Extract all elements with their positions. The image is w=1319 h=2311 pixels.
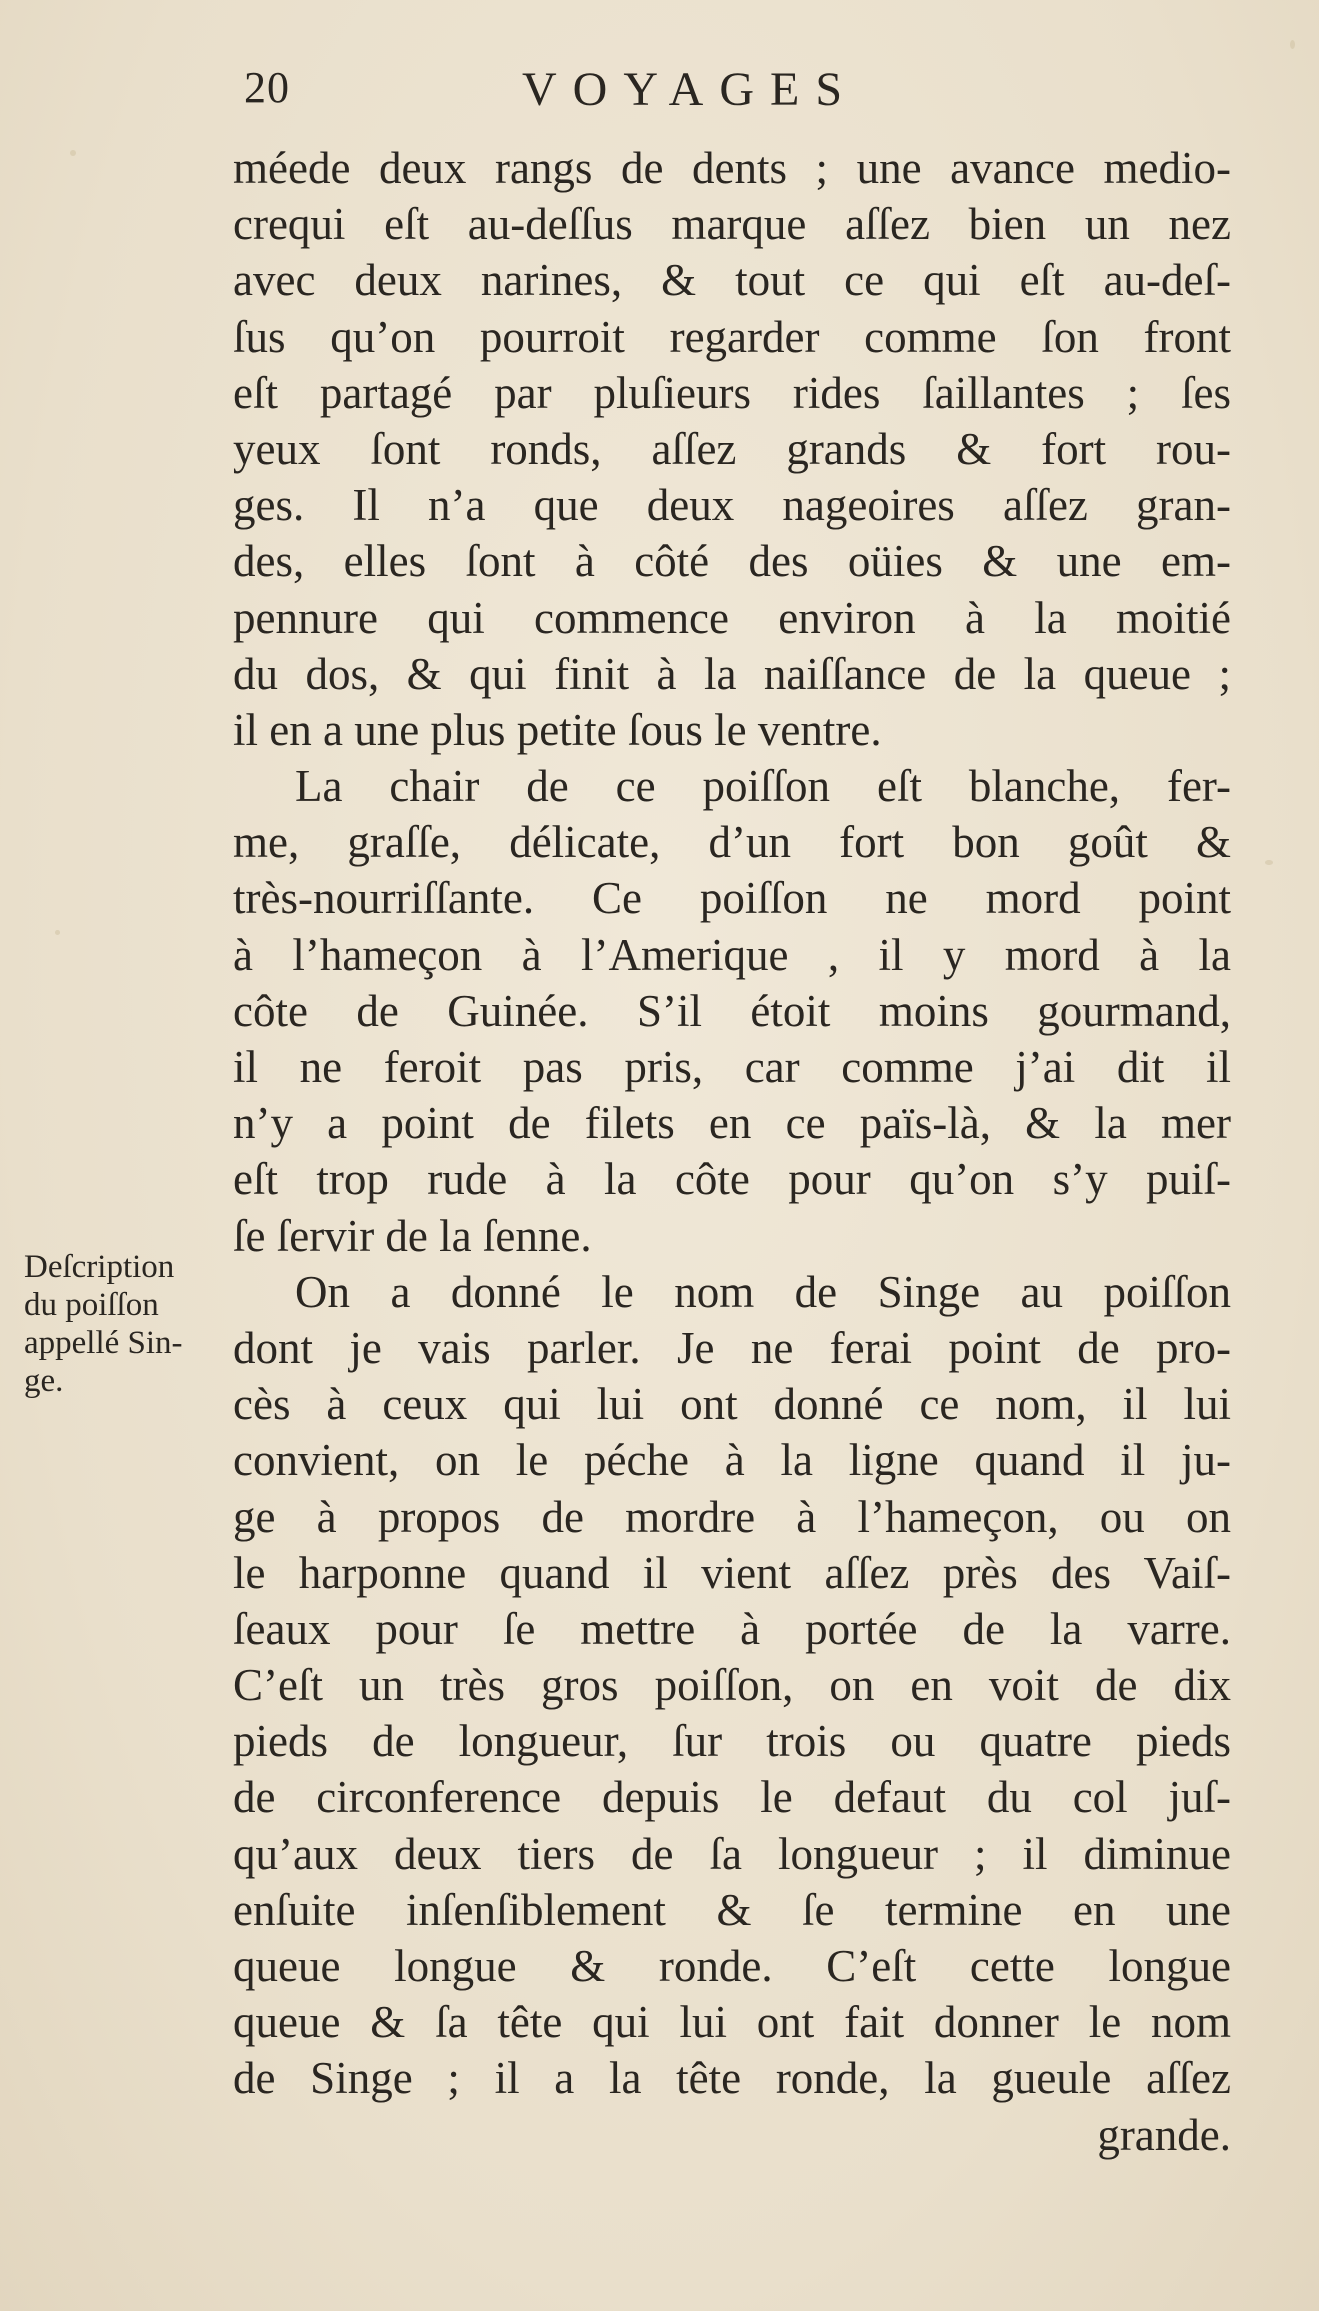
body-text <box>233 140 1231 2163</box>
text-line: avec deux narines, & tout ce qui eſt au-deſ- <box>233 255 1231 306</box>
text-line: le harponne quand il vient aſſez près des Vaiſ- <box>233 1547 1231 1598</box>
text-line: me, graſſe, délicate, d’un fort bon goût & <box>233 817 1231 868</box>
running-head: VOYAGES <box>522 63 859 116</box>
text-line: qu’aux deux tiers de ſa longueur ; il diminue <box>233 1828 1231 1879</box>
marginal-note-line: Deſcription <box>24 1249 175 1285</box>
text-line: convient, on le péche à la ligne quand il ju- <box>233 1435 1231 1486</box>
page-header <box>240 62 1000 122</box>
text-line: pieds de longueur, ſur trois ou quatre pieds <box>233 1716 1231 1767</box>
text-line: yeux ſont ronds, aſſez grands & fort rou- <box>233 423 1231 474</box>
catchword: grande. <box>1097 2109 1231 2160</box>
text-line: eſt trop rude à la côte pour qu’on s’y puiſ- <box>233 1154 1231 1205</box>
text-line: à l’hameçon à l’Amerique , il y mord à la <box>233 929 1231 980</box>
text-line: très-nourriſſante. Ce poiſſon ne mord point <box>233 873 1231 924</box>
marginal-note-line: ge. <box>24 1363 64 1399</box>
paper-speck <box>1290 40 1295 49</box>
text-line: La chair de ce poiſſon eſt blanche, fer- <box>295 761 1231 812</box>
text-line: queue & ſa tête qui lui ont fait donner le nom <box>233 1997 1231 2048</box>
text-line: n’y a point de filets en ce païs-là, & la mer <box>233 1098 1231 1149</box>
text-line: il en a une plus petite ſous le ventre. <box>233 704 882 755</box>
marginal-note-line: du poiſſon <box>24 1287 159 1323</box>
text-line: dont je vais parler. Je ne ferai point de pro- <box>233 1322 1231 1373</box>
text-line: ſe ſervir de la ſenne. <box>233 1210 592 1261</box>
text-line: ge à propos de mordre à l’hameçon, ou on <box>233 1491 1231 1542</box>
text-line: de Singe ; il a la tête ronde, la gueule aſſez <box>233 2053 1231 2104</box>
text-line: des, elles ſont à côté des oüies & une em- <box>233 536 1231 587</box>
paper-speck <box>1265 860 1273 865</box>
text-line: On a donné le nom de Singe au poiſſon <box>295 1266 1231 1317</box>
text-line: côte de Guinée. S’il étoit moins gourmand, <box>233 985 1231 1036</box>
text-line: ſus qu’on pourroit regarder comme ſon front <box>233 311 1231 362</box>
text-line: ges. Il n’a que deux nageoires aſſez gran- <box>233 480 1231 531</box>
text-line: crequi eſt au-deſſus marque aſſez bien un nez <box>233 199 1231 250</box>
paragraph-singe <box>233 1264 1231 2107</box>
paragraph-continuation <box>233 140 1231 758</box>
text-line: méede deux rangs de dents ; une avance medio- <box>233 143 1231 193</box>
text-line: queue longue & ronde. C’eſt cette longue <box>233 1941 1231 1991</box>
marginal-note <box>24 1248 234 1400</box>
text-line: du dos, & qui finit à la naiſſance de la queue ; <box>233 648 1231 699</box>
text-line: pennure qui commence environ à la moitié <box>233 592 1231 643</box>
marginal-note-line: appellé Sin- <box>24 1325 183 1361</box>
text-line: ſeaux pour ſe mettre à portée de la varre. <box>233 1603 1231 1654</box>
text-line: de circonference depuis le defaut du col juſ- <box>233 1772 1231 1823</box>
paper-speck <box>70 150 76 156</box>
paper-speck <box>55 930 60 935</box>
text-line: enſuite inſenſiblement & ſe termine en une <box>233 1884 1231 1935</box>
page-number: 20 <box>244 63 290 112</box>
text-line: eſt partagé par pluſieurs rides ſaillantes ; ſes <box>233 367 1231 418</box>
text-line: il ne feroit pas pris, car comme j’ai dit il <box>233 1042 1231 1092</box>
paragraph-chair <box>233 758 1231 1264</box>
text-line: C’eſt un très gros poiſſon, on en voit de dix <box>233 1660 1231 1711</box>
text-line: cès à ceux qui lui ont donné ce nom, il lui <box>233 1379 1231 1430</box>
